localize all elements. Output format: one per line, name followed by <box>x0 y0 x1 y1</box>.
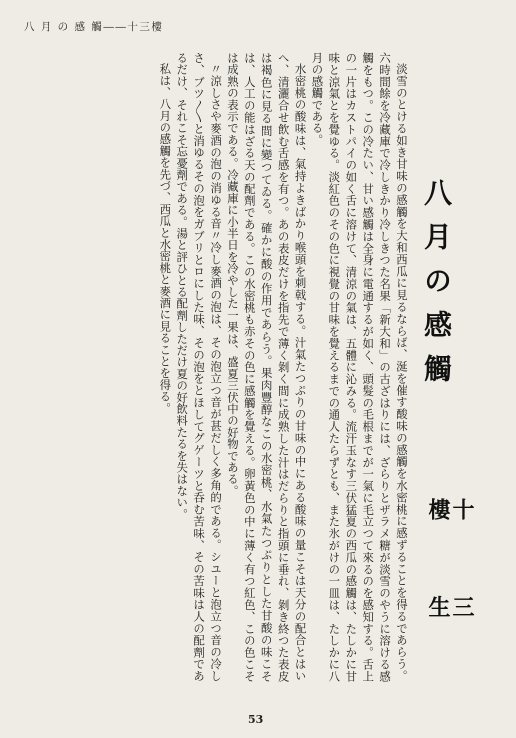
body-paragraph: 私は、八月の感觸を先づ、西瓜と水密桃と麥酒に見ることを得る。 <box>158 63 173 415</box>
article-body <box>50 52 410 682</box>
body-paragraph: 淡雪のとける如き甘味の感觸を大和西瓜に見るならば、涎を催す酸味の感觸を水密桃に感ずることを得るであらう。六時間餘を冷藏庫で冷しきかり冷しきつた名果「新大和」の古ざはりには、ざらりとザラメ糖が淡雪のやうに溶ける感觸をもつ。この冷たい、甘い感觸は全身に電通するが如く、頭髮の毛根までが一氣に毛立つて來るのを感知する。舌上の一片はカストパイの如く舌に溶けて、清涼の氣は、五體に沁みる。流汗玉なす三伏猛夏の西瓜の感觸は、たしかに甘味と涼氣とを覺ゆる。淡紅色のその色に視覺の甘味を覺えるまでの通人たらずとも、また氷がけの一皿は、たしかに八月の感觸である。 <box>310 52 409 682</box>
page-number: 53 <box>248 713 264 726</box>
body-paragraph: 水密桃の酸味は、氣持よきばかり喉頭を刺戟する。汁氣たつぷりの甘味の中にある酸味の量こそは天分の配合とはいへ、清灑合せ飲む舌感を有つ。あの表皮だけを指先で薄く剝く間に成熟した汁はだらりと指頭に垂れ、剝き終つた表皮は褐色に見る間に變つてゐる。確かに酸の作用であらう。果肉豐醇なこの水密桃、水氣たつぷりとした甘酸の味こそは、人工の能はざる天の配劑である。この水密桃も赤その色に感觸を覺える。卵黃色の中に薄く有つ紅色、この色こそは成熟の表示である。冷藏庫に小半日を冷やした一果は、盛夏三伏中の好物である。 <box>225 52 308 682</box>
running-head: 八 月 の 感 觸――十三樓 <box>24 21 164 33</box>
body-paragraph: 〃涼しさや麥酒の泡の消ゆる音〃冷し麥酒の泡は、その泡立つ音が甚だしく多角的である。シユーと泡立つ音の冷しさ、ブツ〳〵と消ゆるその泡をガブリとロにした味、その泡をとほしてグゲーツと呑む苦味、その苦味は人の配劑であるだけ、それこそ忘憂劑である。湯と評ひとる配劑しただけ夏の好飲料たるを失はない。 <box>175 52 224 682</box>
article-title: 八月の感觸 <box>420 178 453 398</box>
article-author: 十 三 樓 生 <box>425 498 475 652</box>
